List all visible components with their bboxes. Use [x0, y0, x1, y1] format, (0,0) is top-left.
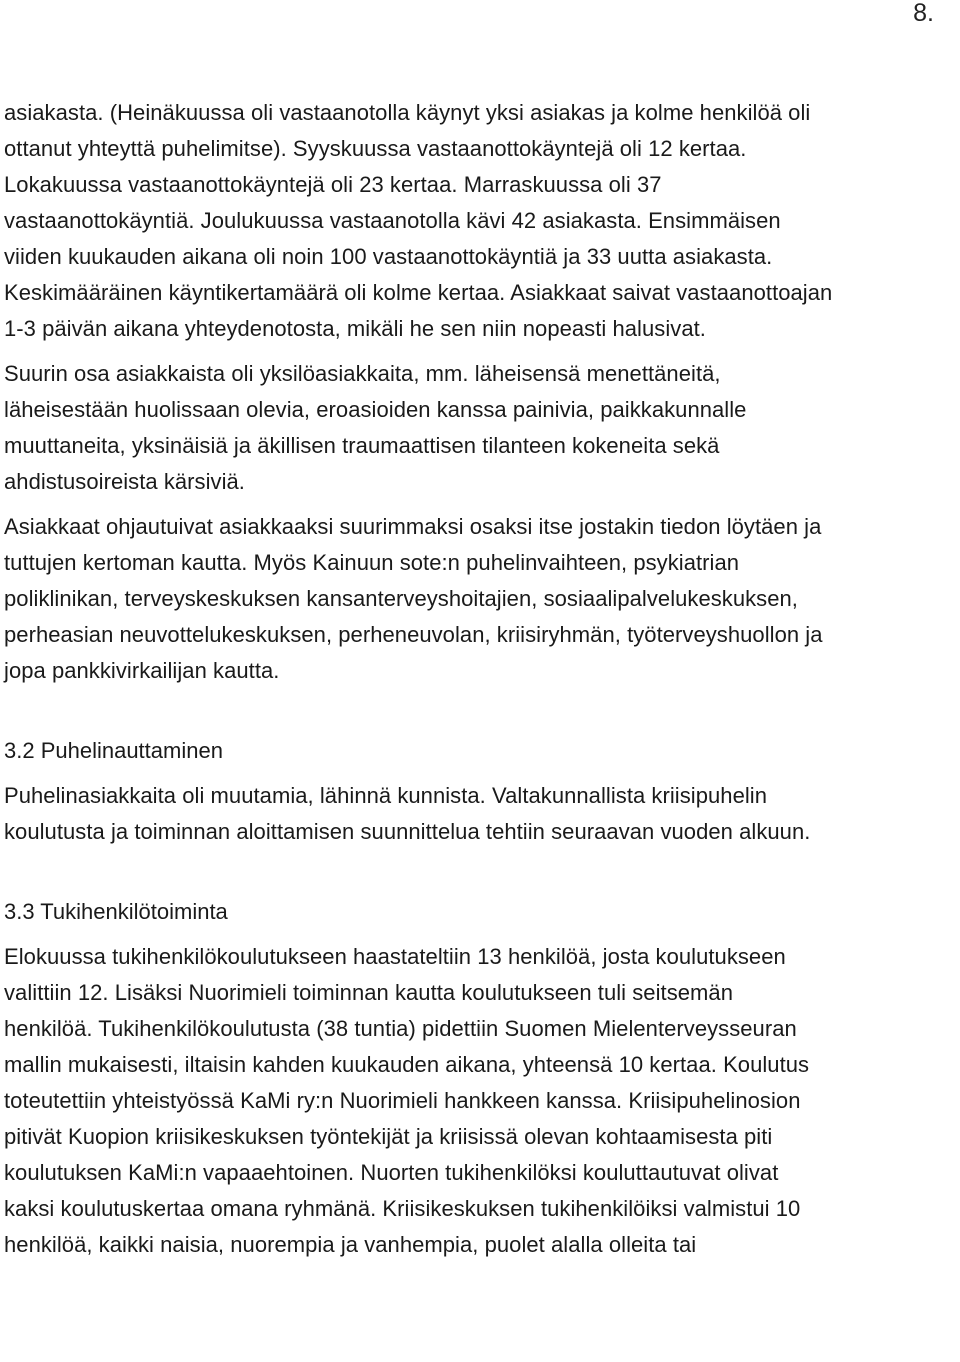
page-number: 8.: [913, 0, 934, 27]
text-line: mallin mukaisesti, iltaisin kahden kuukauden aikana, yhteensä 10 kertaa. Koulutus: [4, 1052, 810, 1077]
text-line: viiden kuukauden aikana oli noin 100 vastaanottokäyntiä ja 33 uutta asiakasta.: [4, 244, 773, 269]
text-line: pitivät Kuopion kriisikeskuksen työntekijät ja kriisissä olevan kohtaamisesta piti: [4, 1124, 773, 1149]
text-line: Keskimääräinen käyntikertamäärä oli kolme kertaa. Asiakkaat saivat vastaanottoajan: [4, 280, 833, 305]
paragraph-clients: [4, 356, 956, 500]
text-line: henkilöä, kaikki naisia, nuorempia ja vanhempia, puolet alalla olleita tai: [4, 1232, 697, 1257]
text-line: koulutuksen KaMi:n vapaaehtoinen. Nuorten tukihenkilöksi kouluttautuvat olivat: [4, 1160, 779, 1185]
text-line: muuttaneita, yksinäisiä ja äkillisen traumaattisen tilanteen kokeneita sekä: [4, 433, 720, 458]
text-line: toteutettiin yhteistyössä KaMi ry:n Nuorimieli hankkeen kanssa. Kriisipuhelinosion: [4, 1088, 801, 1113]
text-line: asiakasta. (Heinäkuussa oli vastaanotolla käynyt yksi asiakas ja kolme henkilöä oli: [4, 100, 811, 125]
paragraph-phone-help: [4, 778, 956, 850]
text-line: henkilöä. Tukihenkilökoulutusta (38 tuntia) pidettiin Suomen Mielenterveysseuran: [4, 1016, 797, 1041]
text-line: Suurin osa asiakkaista oli yksilöasiakkaita, mm. läheisensä menettäneitä,: [4, 361, 721, 386]
document-body: [4, 95, 956, 1263]
text-line: 1-3 päivän aikana yhteydenotosta, mikäli he sen niin nopeasti halusivat.: [4, 316, 706, 341]
section-heading-3-3: 3.3 Tukihenkilötoiminta: [4, 899, 228, 924]
text-line: perheasian neuvottelukeskuksen, perheneuvolan, kriisiryhmän, työterveyshuollon ja: [4, 622, 823, 647]
text-line: tuttujen kertoman kautta. Myös Kainuun sote:n puhelinvaihteen, psykiatrian: [4, 550, 740, 575]
paragraph-referrals: [4, 509, 956, 689]
text-line: Lokakuussa vastaanottokäyntejä oli 23 kertaa. Marraskuussa oli 37: [4, 172, 662, 197]
text-line: kaksi koulutuskertaa omana ryhmänä. Kriisikeskuksen tukihenkilöiksi valmistui 10: [4, 1196, 801, 1221]
paragraph-visits: [4, 95, 956, 347]
text-line: vastaanottokäyntiä. Joulukuussa vastaanotolla kävi 42 asiakasta. Ensimmäisen: [4, 208, 781, 233]
text-line: koulutusta ja toiminnan aloittamisen suunnittelua tehtiin seuraavan vuoden alkuun.: [4, 819, 811, 844]
text-line: Asiakkaat ohjautuivat asiakkaaksi suurimmaksi osaksi itse jostakin tiedon löytäen ja: [4, 514, 822, 539]
text-line: valittiin 12. Lisäksi Nuorimieli toiminnan kautta koulutukseen tuli seitsemän: [4, 980, 733, 1005]
text-line: jopa pankkivirkailijan kautta.: [4, 658, 280, 683]
text-line: Elokuussa tukihenkilökoulutukseen haastateltiin 13 henkilöä, josta koulutukseen: [4, 944, 786, 969]
section-heading-3-2: 3.2 Puhelinauttaminen: [4, 738, 223, 763]
text-line: ahdistusoireista kärsiviä.: [4, 469, 245, 494]
text-line: poliklinikan, terveyskeskuksen kansanterveyshoitajien, sosiaalipalvelukeskuksen,: [4, 586, 798, 611]
text-line: ottanut yhteyttä puhelimitse). Syyskuussa vastaanottokäyntejä oli 12 kertaa.: [4, 136, 747, 161]
text-line: läheisestään huolissaan olevia, eroasioiden kanssa painivia, paikkakunnalle: [4, 397, 747, 422]
paragraph-support-persons: [4, 939, 956, 1263]
text-line: Puhelinasiakkaita oli muutamia, lähinnä kunnista. Valtakunnallista kriisipuhelin: [4, 783, 768, 808]
